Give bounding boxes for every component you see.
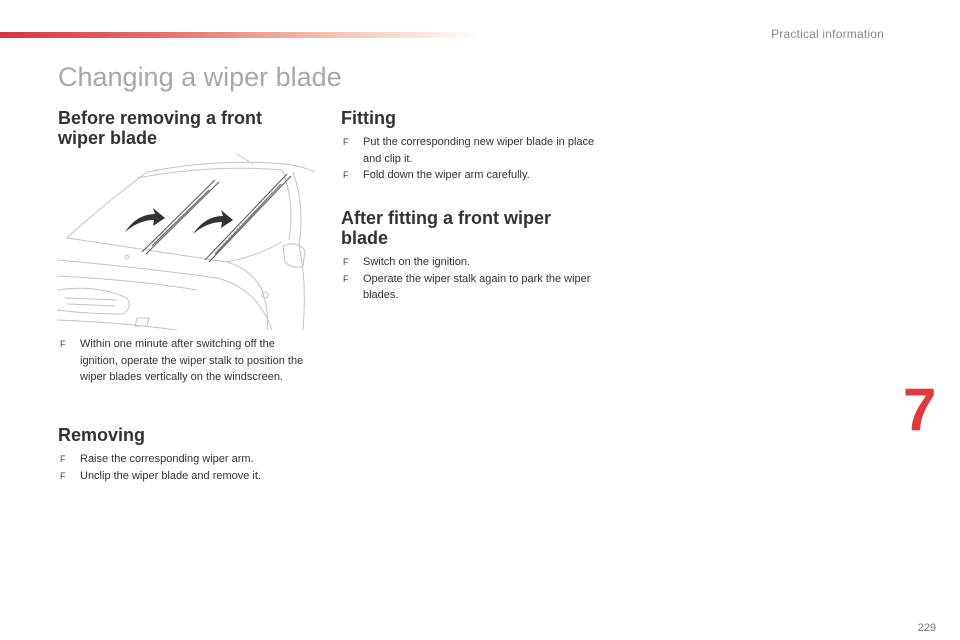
heading-removing: Removing <box>58 425 146 445</box>
heading-after-fitting: After fitting a front wiper blade <box>341 208 551 248</box>
bullet-marker: F <box>343 257 349 267</box>
section-label: Practical information <box>771 27 884 41</box>
chapter-number: 7 <box>903 376 937 443</box>
page-number: 229 <box>917 622 936 634</box>
heading-fitting: Fitting <box>341 108 396 128</box>
list-item: F Unclip the wiper blade and remove it. <box>58 468 313 485</box>
list-item: F Put the corresponding new wiper blade in place and clip it. <box>343 136 595 165</box>
bullet-marker: F <box>60 339 66 349</box>
heading-before-removing: Before removing a front wiper blade <box>58 108 263 148</box>
list-item: F Within one minute after switching off the ignition, operate the wiper stalk to position the wiper blades vertically on the windscreen. <box>60 338 304 383</box>
list-item: F Operate the wiper stalk again to park the wiper blades. <box>343 272 591 301</box>
bullet-marker: F <box>343 273 349 284</box>
fitting-list <box>341 134 601 184</box>
bullet-marker: F <box>60 470 66 481</box>
wiper-illustration <box>57 150 315 330</box>
bullet-marker: F <box>60 454 66 464</box>
bullet-marker: F <box>343 137 349 147</box>
list-item: F Fold down the wiper arm carefully. <box>341 167 601 184</box>
page-title: Changing a wiper blade <box>58 62 342 92</box>
removing-list <box>58 451 313 484</box>
before-removing-list <box>58 336 313 386</box>
header-accent-bar <box>0 32 480 38</box>
after-fitting-list <box>341 254 601 304</box>
list-item: F Raise the corresponding wiper arm. <box>58 451 313 468</box>
bullet-marker: F <box>343 170 349 180</box>
list-item: F Switch on the ignition. <box>341 254 601 271</box>
